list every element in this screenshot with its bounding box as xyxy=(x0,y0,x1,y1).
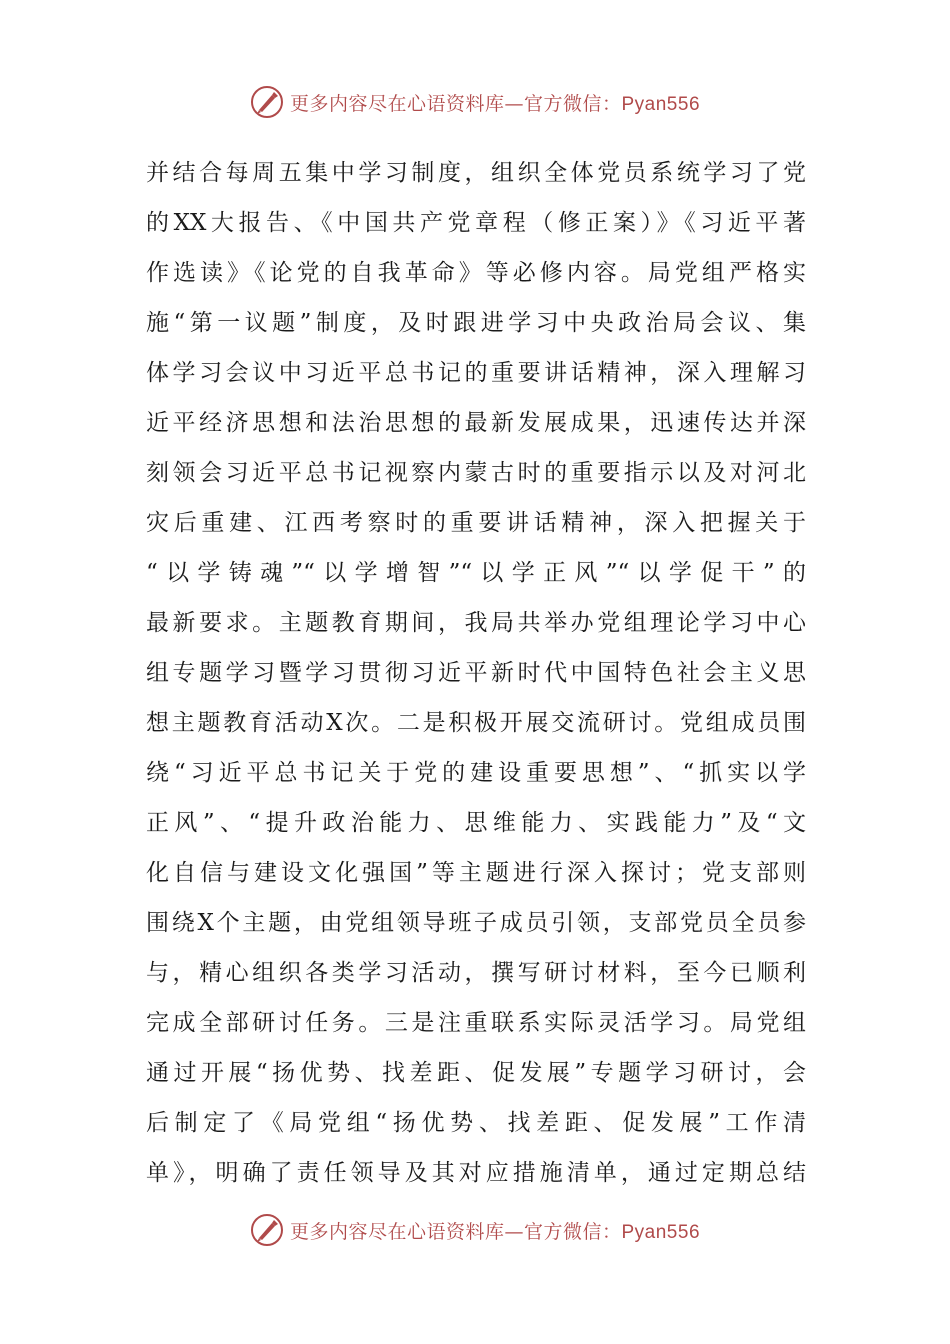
body-line: 完成全部研讨任务。三是注重联系实际灵活学习。局党组 xyxy=(146,1010,806,1036)
body-line: 作选读》《论党的自我革命》等必修内容。局党组严格实 xyxy=(146,260,806,286)
body-line: 想主题教育活动X次。二是积极开展交流研讨。党组成员围 xyxy=(146,710,806,736)
body-line: 与，精心组织各类学习活动，撰写研讨材料，至今已顺利 xyxy=(146,960,806,986)
body-line: 并结合每周五集中学习制度，组织全体党员系统学习了党 xyxy=(146,160,806,186)
body-line: 围绕X个主题，由党组领导班子成员引领，支部党员全员参 xyxy=(146,910,806,936)
body-line: 灾后重建、江西考察时的重要讲话精神，深入把握关于 xyxy=(146,510,806,536)
footer-banner-label: 更多内容尽在心语资料库—官方微信： xyxy=(289,1220,622,1243)
header-banner-text xyxy=(290,89,700,116)
body-line: 施“第一议题”制度，及时跟进学习中央政治局会议、集 xyxy=(146,310,806,336)
body-line: 刻领会习近平总书记视察内蒙古时的重要指示以及对河北 xyxy=(146,460,806,486)
body-line: 组专题学习暨学习贯彻习近平新时代中国特色社会主义思 xyxy=(146,660,806,686)
footer-contact: Pyan556 xyxy=(621,1221,701,1243)
body-line: 后制定了《局党组“扬优势、找差距、促发展”工作清 xyxy=(146,1110,806,1136)
body-line: 体学习会议中习近平总书记的重要讲话精神，深入理解习 xyxy=(146,360,806,386)
pen-nib-icon xyxy=(250,85,284,119)
body-line: 单》，明确了责任领导及其对应措施清单，通过定期总结 xyxy=(146,1160,806,1186)
header-banner-label: 更多内容尽在心语资料库—官方微信： xyxy=(289,92,622,115)
document-body xyxy=(146,148,806,1198)
body-line: 的XX大报告、《中国共产党章程（修正案）》《习近平著 xyxy=(146,210,806,236)
pen-nib-icon xyxy=(250,1213,284,1247)
body-line: 化自信与建设文化强国”等主题进行深入探讨；党支部则 xyxy=(146,860,806,886)
body-line: 近平经济思想和法治思想的最新发展成果，迅速传达并深 xyxy=(146,410,806,436)
body-line: 最新要求。主题教育期间，我局共举办党组理论学习中心 xyxy=(146,610,806,636)
footer-banner-text xyxy=(290,1217,700,1244)
footer-banner xyxy=(0,1210,950,1250)
header-banner xyxy=(0,82,950,122)
body-line: 绕“习近平总书记关于党的建设重要思想”、“抓实以学 xyxy=(146,760,806,786)
body-line: 通过开展“扬优势、找差距、促发展”专题学习研讨，会 xyxy=(146,1060,806,1086)
body-line: “以学铸魂”“以学增智”“以学正风”“以学促干”的 xyxy=(146,560,806,586)
body-line: 正风”、“提升政治能力、思维能力、实践能力”及“文 xyxy=(146,810,806,836)
header-contact: Pyan556 xyxy=(621,93,701,115)
